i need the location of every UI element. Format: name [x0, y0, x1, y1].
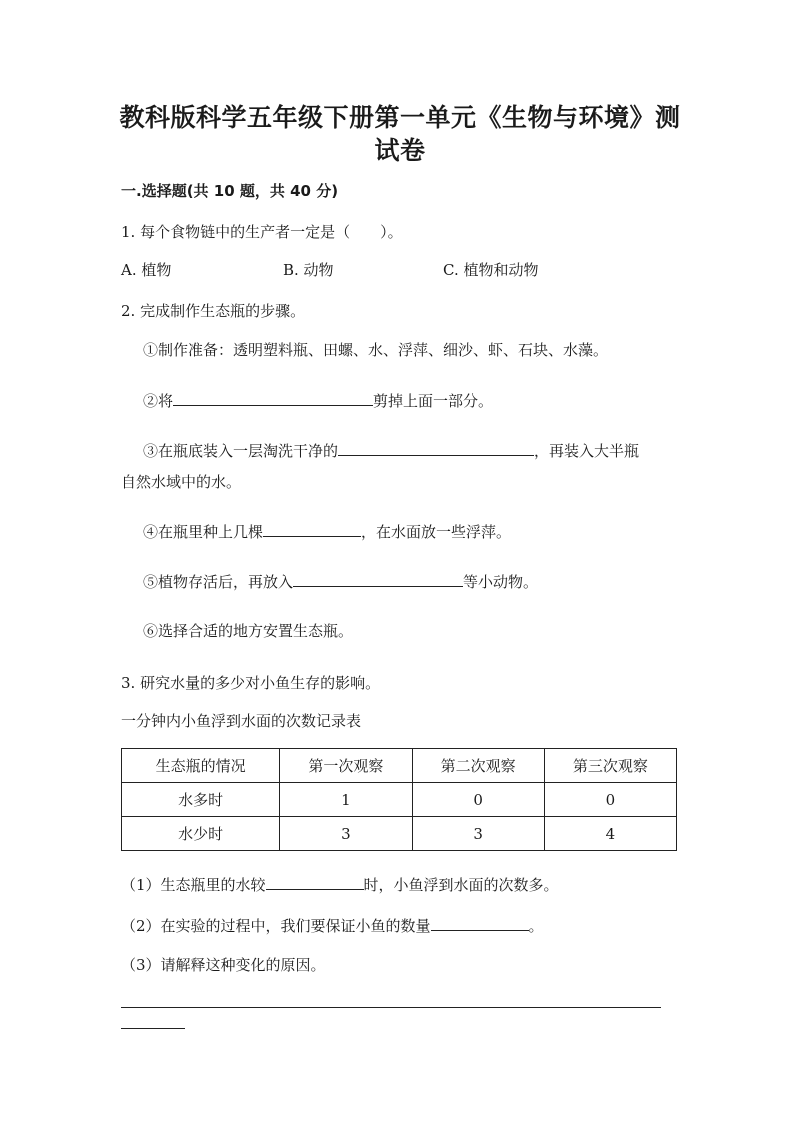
blank-field[interactable]	[293, 570, 463, 587]
subquestion-2-prefix: （2）在实验的过程中，我们要保证小鱼的数量	[121, 917, 431, 935]
option-b[interactable]: B. 动物	[283, 261, 334, 279]
table-cell: 3	[412, 817, 544, 851]
subquestion-2-suffix: 。	[528, 917, 544, 935]
answer-line-end[interactable]	[121, 1028, 185, 1029]
page-title-line2: 试卷	[374, 136, 426, 165]
step-2	[143, 389, 493, 411]
subquestion-1	[121, 873, 559, 895]
subquestion-2	[121, 914, 544, 936]
step-4-prefix: ④在瓶里种上几棵	[143, 523, 264, 541]
blank-field[interactable]	[263, 520, 361, 537]
blank-field[interactable]	[173, 389, 373, 406]
subquestion-1-prefix: （1）生态瓶里的水较	[121, 876, 266, 894]
table-cell: 水少时	[122, 817, 280, 851]
step-3-prefix: ③在瓶底装入一层淘洗干净的	[143, 442, 339, 460]
table-header-cell: 生态瓶的情况	[122, 749, 280, 783]
table-cell: 0	[544, 783, 676, 817]
table-header-row	[122, 749, 677, 783]
table-caption: 一分钟内小鱼浮到水面的次数记录表	[121, 712, 362, 730]
step-4-suffix: ，在水面放一些浮萍。	[361, 523, 512, 541]
step-2-prefix: ②将	[143, 392, 174, 410]
step-3-suffix: ，再装入大半瓶	[534, 442, 640, 460]
table-cell: 1	[280, 783, 412, 817]
step-3-continued: 自然水域中的水。	[121, 473, 242, 491]
step-5	[143, 570, 538, 592]
table-row	[122, 817, 677, 851]
observation-table	[121, 748, 677, 851]
question-1-stem: 1. 每个食物链中的生产者一定是（ ）。	[121, 223, 403, 241]
step-4	[143, 520, 511, 542]
option-a[interactable]: A. 植物	[121, 261, 172, 279]
page-title-line1: 教科版科学五年级下册第一单元《生物与环境》测	[119, 103, 681, 132]
table-header-cell: 第二次观察	[412, 749, 544, 783]
blank-field[interactable]	[431, 914, 529, 931]
step-5-suffix: 等小动物。	[463, 573, 539, 591]
table-header-cell: 第一次观察	[280, 749, 412, 783]
table-header-cell: 第三次观察	[544, 749, 676, 783]
step-5-prefix: ⑤植物存活后，再放入	[143, 573, 294, 591]
section-heading: 一.选择题(共 10 题，共 40 分)	[121, 182, 339, 200]
blank-field[interactable]	[266, 873, 364, 890]
option-c[interactable]: C. 植物和动物	[443, 261, 539, 279]
step-6: ⑥选择合适的地方安置生态瓶。	[143, 622, 354, 640]
step-1: ①制作准备：透明塑料瓶、田螺、水、浮萍、细沙、虾、石块、水藻。	[143, 341, 609, 359]
subquestion-3: （3）请解释这种变化的原因。	[121, 956, 326, 974]
step-3	[143, 439, 639, 461]
answer-line[interactable]	[121, 1007, 661, 1008]
question-3-stem: 3. 研究水量的多少对小鱼生存的影响。	[121, 674, 381, 692]
table-row	[122, 783, 677, 817]
blank-field[interactable]	[338, 439, 534, 456]
table-cell: 3	[280, 817, 412, 851]
table-cell: 0	[412, 783, 544, 817]
step-2-suffix: 剪掉上面一部分。	[373, 392, 494, 410]
subquestion-1-suffix: 时，小鱼浮到水面的次数多。	[363, 876, 559, 894]
table-cell: 水多时	[122, 783, 280, 817]
table-cell: 4	[544, 817, 676, 851]
question-2-stem: 2. 完成制作生态瓶的步骤。	[121, 302, 306, 320]
